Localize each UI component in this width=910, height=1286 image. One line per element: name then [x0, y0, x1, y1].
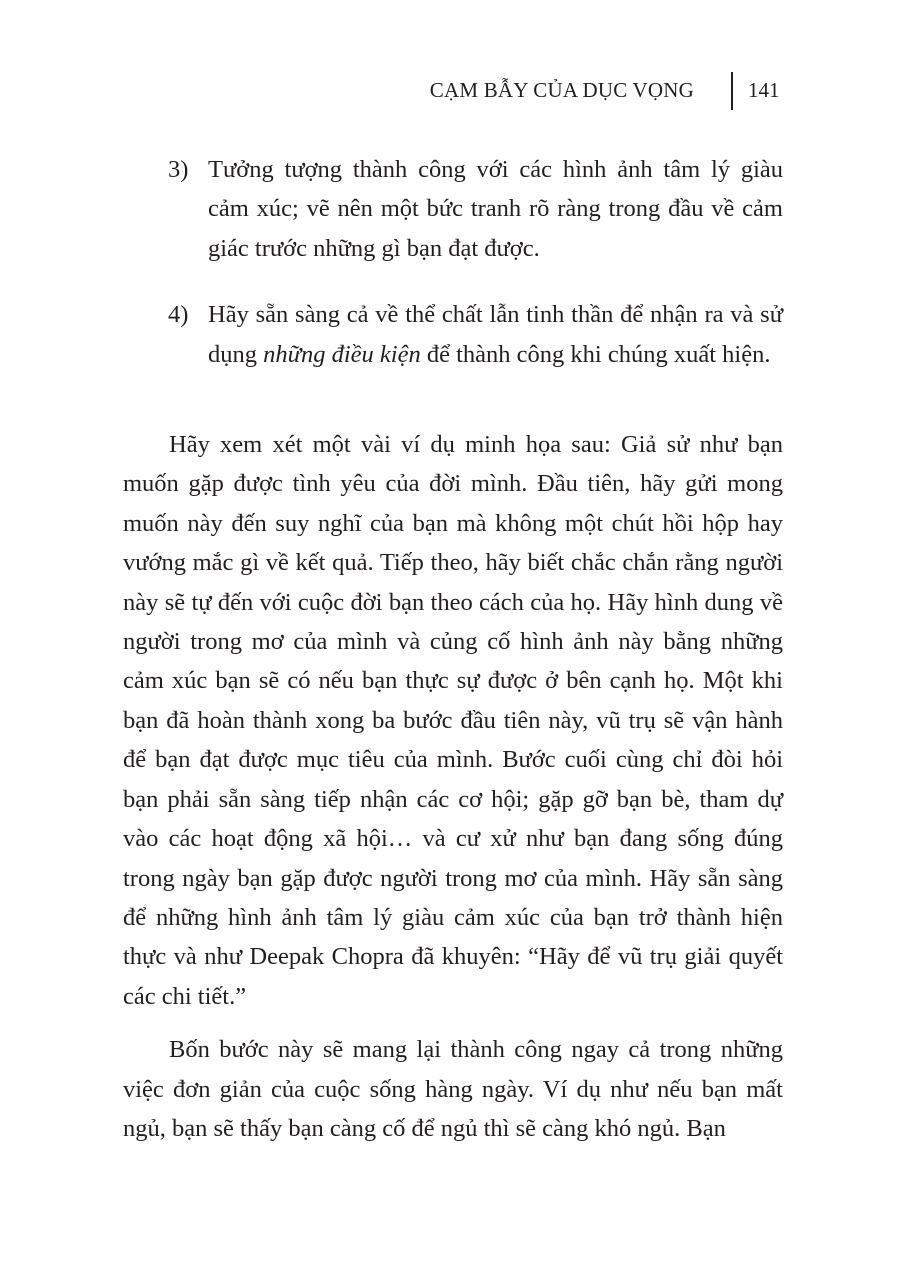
- list-item-emphasis: những điều kiện: [263, 340, 421, 368]
- list-item-text: Tưởng tượng thành công với các hình ảnh tâm lý giàu cảm xúc; vẽ nên một bức tranh rõ ràng trong đầu về cảm giác trước những gì bạn đạt được.: [208, 156, 783, 262]
- list-item-number: 3): [168, 156, 189, 183]
- list-item: [123, 150, 783, 268]
- body-text: [123, 150, 783, 1162]
- paragraph: Hãy xem xét một vài ví dụ minh họa sau: Giả sử như bạn muốn gặp được tình yêu của đời mình. Đầu tiên, hãy gửi mong muốn này đến suy nghĩ của bạn mà không một chút hồi hộp hay vướng mắc gì về kết quả. Tiếp theo, hãy biết chắc chắn rằng người này sẽ tự đến với cuộc đời bạn theo cách của họ. Hãy hình dung về người trong mơ của mình và củng cố hình ảnh này bằng những cảm xúc bạn sẽ có nếu bạn thực sự được ở bên cạnh họ. Một khi bạn đã hoàn thành xong ba bước đầu tiên này, vũ trụ sẽ vận hành để bạn đạt được mục tiêu của mình. Bước cuối cùng chỉ đòi hỏi bạn phải sẵn sàng tiếp nhận các cơ hội; gặp gỡ bạn bè, tham dự vào các hoạt động xã hội… và cư xử như bạn đang sống đúng trong ngày bạn gặp được người trong mơ của mình. Hãy sẵn sàng để những hình ảnh tâm lý giàu cảm xúc của bạn trở thành hiện thực và như Deepak Chopra đã khuyên: “Hãy để vũ trụ giải quyết các chi tiết.”: [123, 431, 783, 1010]
- header-divider: [731, 72, 733, 110]
- list-item-text-after: để thành công khi chúng xuất hiện.: [420, 340, 771, 368]
- running-header: [0, 72, 910, 112]
- paragraph: Bốn bước này sẽ mang lại thành công ngay cả trong những việc đơn giản của cuộc sống hàng ngày. Ví dụ như nếu bạn mất ngủ, bạn sẽ thấy bạn càng cố để ngủ thì sẽ càng khó ngủ. Bạn: [123, 1036, 783, 1142]
- list-item-text-before: Hãy sẵn sàng cả về thể chất lẫn tinh thần để nhận ra và sử dụng: [208, 301, 783, 368]
- chapter-title: CẠM BẪY CỦA DỤC VỌNG: [429, 78, 694, 102]
- list-item-number: 4): [168, 301, 189, 329]
- list-item: [123, 295, 783, 374]
- page-number: 141: [748, 78, 780, 102]
